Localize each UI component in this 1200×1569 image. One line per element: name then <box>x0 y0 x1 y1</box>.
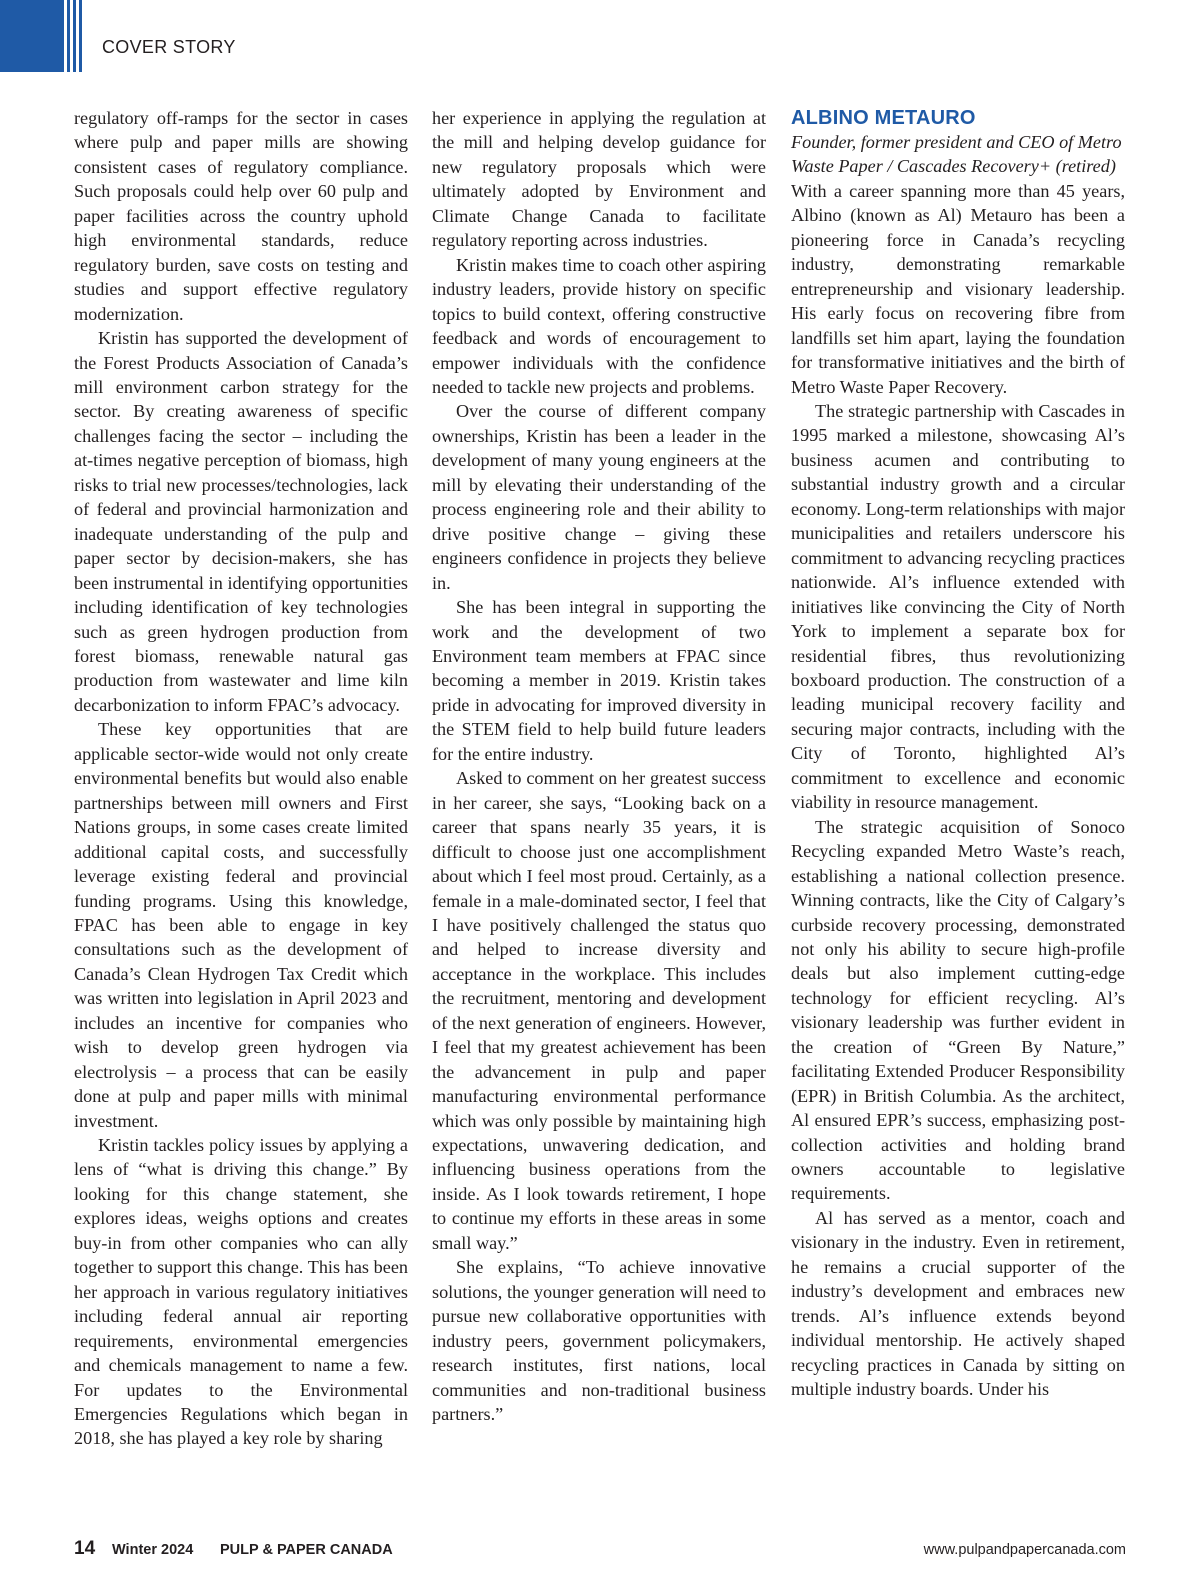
paragraph: Al has served as a mentor, coach and visionary in the industry. Even in retirement, he remains a crucial supporter of the industry’s development and embraces new trends. Al’s influence extends beyond individual mentorship. He actively shaped recycling practices in Canada by sitting on multiple industry boards. Under his <box>791 1207 1125 1400</box>
page-footer <box>74 1540 1126 1562</box>
paragraph: With a career spanning more than 45 years, Albino (known as Al) Metauro has been a pioneering force in Canada’s recycling industry, demonstrating remarkable entrepreneurship and visionary leadership. His early focus on recovering fibre from landfills set him apart, laying the foundation for transformative initiatives and the birth of Metro Waste Paper Recovery. <box>791 180 1125 397</box>
paragraph: Kristin has supported the development of the Forest Products Association of Canada’s mill environment carbon strategy for the sector. By creating awareness of specific challenges facing the sector – including the at-times negative perception of biomass, high risks to trial new processes/technologies, lack of federal and provincial harmonization and inadequate understanding of the pulp and paper sector by decision-makers, she has been instrumental in identifying opportunities including identification of key technologies such as green hydrogen production from forest biomass, renewable natural gas production from wastewater and lime kiln decarbonization to inform FPAC’s advocacy. <box>74 328 408 715</box>
paragraph: She explains, “To achieve innovative solutions, the younger generation will need to pursue new collaborative opportunities with industry peers, government policymakers, research institutes, first nations, local communities and non-traditional business partners.” <box>432 1257 766 1425</box>
section-label: COVER STORY <box>102 37 236 57</box>
paragraph: Kristin makes time to coach other aspiring industry leaders, provide history on specific topics to build context, offering constructive feedback and words of encouragement to empower individuals with the confidence needed to tackle new projects and problems. <box>432 254 766 397</box>
profile-name: ALBINO METAURO <box>791 107 976 129</box>
article-column-1 <box>74 106 408 1451</box>
paragraph: Over the course of different company ownerships, Kristin has been a leader in the development of many young engineers at the mill by elevating their understanding of the process engineering role and their ability to drive positive change – giving these engineers confidence in projects they believe in. <box>432 401 766 593</box>
article-column-2 <box>432 106 766 1426</box>
paragraph: regulatory off-ramps for the sector in cases where pulp and paper mills are showing consistent cases of regulatory compliance. Such proposals could help over 60 pulp and paper facilities across the country uphold high environmental standards, reduce regulatory burden, save costs on testing and studies and support effective regulatory modernization. <box>74 108 408 324</box>
paragraph: These key opportunities that are applicable sector-wide would not only create environmental benefits but would also enable partnerships between mill owners and First Nations groups, in some cases create limited additional capital costs, and successfully leverage existing federal and provincial funding programs. Using this knowledge, FPAC has been able to engage in key consultations such as the development of Canada’s Clean Hydrogen Tax Credit which was written into legislation in April 2023 and includes an incentive for companies who wish to develop green hydrogen via electrolysis – a process that can be easily done at pulp and paper mills with minimal investment. <box>74 719 408 1131</box>
paragraph: Kristin tackles policy issues by applying a lens of “what is driving this change.” By looking for this change statement, she explores ideas, weighs options and creates buy-in from other companies who can ally together to support this change. This has been her approach in various regulatory initiatives including federal annual air reporting requirements, environmental emergencies and chemicals management to name a few. For updates to the Environmental Emergencies Regulations which began in 2018, she has played a key role by sharing <box>74 1135 408 1449</box>
header-stripe <box>73 0 76 72</box>
paragraph: She has been integral in supporting the work and the development of two Environment team members at FPAC since becoming a member in 2019. Kristin takes pride in advocating for improved diversity in the STEM field to help build future leaders for the entire industry. <box>432 597 766 764</box>
article-column-3 <box>791 106 1125 1402</box>
website-url: www.pulpandpapercanada.com <box>923 1542 1126 1558</box>
header-color-block <box>0 0 64 72</box>
magazine-name: PULP & PAPER CANADA <box>220 1542 393 1558</box>
header-stripe <box>67 0 70 72</box>
issue-date: Winter 2024 <box>112 1542 194 1558</box>
header-stripe <box>79 0 82 72</box>
paragraph: The strategic acquisition of Sonoco Recycling expanded Metro Waste’s reach, establishing a national collection presence. Winning contracts, like the City of Calgary’s curbside recovery processing, demonstrated not only his ability to secure high-profile deals but also implement cutting-edge technology for efficient recycling. Al’s visionary leadership was further evident in the creation of “Green By Nature,” facilitating Extended Producer Responsibility (EPR) in British Columbia. As the architect, Al ensured EPR’s success, emphasizing post-collection activities and holding brand owners accountable to legislative requirements. <box>791 816 1125 1204</box>
paragraph: The strategic partnership with Cascades in 1995 marked a milestone, showcasing Al’s business acumen and contributing to substantial industry growth and a circular economy. Long-term relationships with major municipalities and retailers underscore his commitment to advancing recycling practices nationwide. Al’s influence extended with initiatives like convincing the City of North York to implement a separate box for residential fibres, thus revolutionizing boxboard production. The construction of a leading municipal recovery facility and securing major contracts, including with the City of Toronto, highlighted Al’s commitment to excellence and economic viability in resource management. <box>791 400 1125 813</box>
paragraph: her experience in applying the regulation at the mill and helping develop guidance for new regulatory proposals which were ultimately adopted by Environment and Climate Change Canada to facilitate regulatory reporting across industries. <box>432 108 766 251</box>
page-number: 14 <box>74 1538 96 1559</box>
paragraph: Asked to comment on her greatest success in her career, she says, “Looking back on a career that spans nearly 35 years, it is difficult to choose just one accomplishment about which I feel most proud. Certainly, as a female in a male-dominated sector, I feel that I have positively challenged the status quo and helped to increase diversity and acceptance in the workplace. This includes the recruitment, mentoring and development of the next generation of engineers. However, I feel that my greatest achievement has been the advancement in pulp and paper manufacturing environmental performance which was only possible by maintaining high expectations, unwavering dedication, and influencing business operations from the inside. As I look towards retirement, I hope to continue my efforts in these areas in some small way.” <box>432 768 766 1253</box>
profile-title: Founder, former president and CEO of Metro Waste Paper / Cascades Recovery+ (retired) <box>791 132 1122 177</box>
